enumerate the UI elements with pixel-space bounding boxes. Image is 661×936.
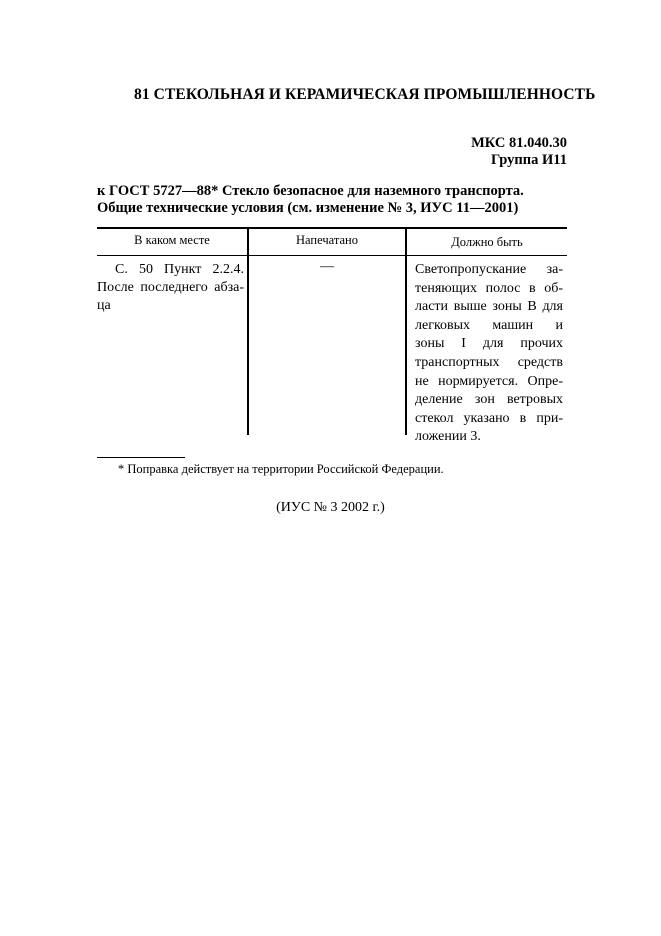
cell-line: ласти выше зоны В для: [415, 299, 563, 315]
cell-line: стекол указано в при-: [415, 410, 563, 426]
cell-line: После последнего абза-: [97, 280, 244, 295]
source-reference: (ИУС № 3 2002 г.): [276, 500, 385, 515]
cell-line: С. 50 Пункт 2.2.4.: [115, 262, 244, 277]
table-column-divider: [405, 227, 407, 435]
mks-code: МКС 81.040.30: [471, 135, 567, 151]
classification-block: [471, 135, 567, 169]
cell-line: деление зон ветровых: [415, 392, 563, 408]
corrections-table: [97, 227, 567, 445]
cell-line: зоны I для прочих: [415, 336, 563, 352]
footnote: * Поправка действует на территории Российской Федерации.: [118, 462, 444, 476]
group-code: Группа И11: [491, 152, 567, 168]
section-header: 81 СТЕКОЛЬНАЯ И КЕРАМИЧЕСКАЯ ПРОМЫШЛЕННОСТЬ: [134, 86, 596, 103]
table-header-divider: [97, 255, 567, 256]
table-top-border: [97, 227, 567, 229]
cell-line: транспортных средств: [415, 354, 563, 370]
cell-line: ца: [97, 298, 111, 313]
header-should-be: Должно быть: [451, 235, 523, 249]
cell-should-be: [415, 261, 563, 447]
cell-printed: —: [320, 259, 334, 274]
header-where: В каком месте: [134, 233, 210, 247]
cell-where: [97, 261, 244, 315]
cell-line: легковых машин и: [415, 317, 563, 333]
cell-line: ложении 3.: [415, 429, 481, 445]
cell-line: теняющих полос в об-: [415, 280, 563, 296]
footnote-rule: [97, 457, 185, 458]
cell-line: не нормируется. Опре-: [415, 373, 563, 389]
amendment-title: к ГОСТ 5727—88* Стекло безопасное для наземного транспорта. Общие технические условия (см. изменение № 3, ИУС 11—2001): [97, 183, 524, 216]
cell-line: Светопропускание за-: [415, 262, 563, 277]
header-printed: Напечатано: [296, 233, 358, 247]
